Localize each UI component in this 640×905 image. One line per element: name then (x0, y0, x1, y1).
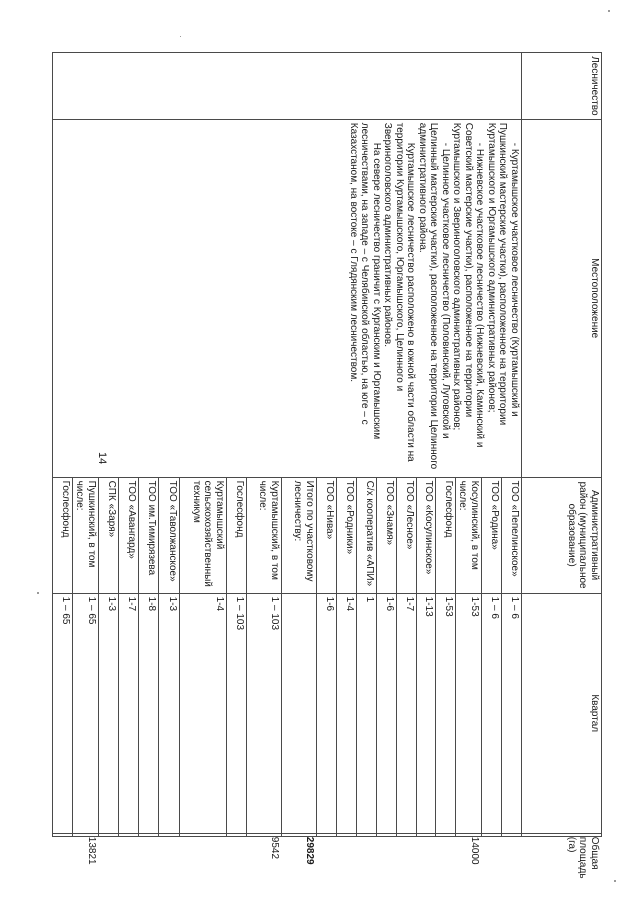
district-cell: ТОО «Нива» (317, 477, 337, 593)
district-cell: ТОО «Авангард» (119, 477, 139, 593)
quarter-cell: 1 – 6 (502, 593, 522, 833)
area-cell (417, 833, 436, 836)
forestry-cell (53, 53, 522, 120)
area-cell: 29829 (282, 833, 317, 836)
area-cell (180, 833, 227, 836)
area-cell (502, 833, 522, 836)
district-cell: СПК «Заря» (99, 477, 119, 593)
area-cell (397, 833, 417, 836)
area-cell (337, 833, 357, 836)
quarter-cell: 1 (357, 593, 377, 833)
district-cell: Гослесфонд (227, 477, 247, 593)
district-cell: ТОО «Родники» (337, 477, 357, 593)
header-quarter: Квартал (522, 593, 602, 833)
district-cell: Гослесфонд (436, 477, 456, 593)
location-paragraph: Куртамышское лесничество расположено в южной части области на территории Куртамышского, Юргамышского, Целинного и Звериноголовского административных районов. (382, 122, 417, 462)
district-cell: Пушкинский, в том числе: (73, 477, 99, 593)
quarter-cell: 1 – 65 (73, 593, 99, 833)
quarter-cell: 1 – 6 (482, 593, 502, 833)
district-cell: Куртамышский сельскохозяйственный техникум (180, 477, 227, 593)
location-paragraph: - Целинное участковое лесничество (Половинский, Луговской и Целинный мастерские участки), расположенное на территории Целинного административного района. (417, 122, 451, 470)
header-district: Административный район (муниципальное образование) (522, 477, 602, 593)
rotated-page-content (60, 52, 602, 879)
quarter-cell: 1-7 (397, 593, 417, 833)
area-cell (159, 833, 180, 836)
table-body (53, 53, 602, 879)
area-cell: 9542 (247, 833, 282, 836)
area-cell (317, 833, 337, 836)
quarter-cell: 1-53 (436, 593, 456, 833)
scan-speck (608, 10, 610, 12)
district-cell: ТОО «Лесное» (397, 477, 417, 593)
district-cell: ТОО «Родина» (482, 477, 502, 593)
district-cell: ТОО им.Тимирязева (139, 477, 159, 593)
district-cell: Итого по участковому лесничеству: (282, 477, 317, 593)
location-paragraph: На севере лесничество граничит с Курганским и Юргамышским лесничествами, на западе – с Челябинской областью, на юге – с Казахстаном, на востоке – с Глядянским лесничеством. (348, 122, 382, 440)
quarter-cell: 1-13 (417, 593, 436, 833)
page-number: 14 (96, 452, 108, 465)
area-cell (482, 833, 502, 836)
header-location: Местоположение (522, 119, 602, 477)
header-forestry: Лесничество (522, 53, 602, 120)
area-cell (436, 833, 456, 836)
quarter-cell: 1-8 (139, 593, 159, 833)
forestry-table (52, 52, 602, 879)
quarter-cell: 1-7 (119, 593, 139, 833)
location-cell (53, 119, 522, 477)
location-paragraph: - Куртамышское участковое лесничество (Куртамышский и Пушкинский мастерские участки), расположенное на территории Куртамышского и Юргамышского административных районов; (486, 122, 520, 426)
district-cell: Куртамышский, в том числе: (247, 477, 282, 593)
area-cell: 14000 (456, 833, 482, 836)
area-cell (377, 833, 397, 836)
quarter-cell: 1-4 (337, 593, 357, 833)
district-cell: ТОО «Знамя» (377, 477, 397, 593)
quarter-cell: 1-6 (317, 593, 337, 833)
header-area: Общая площадь (га) (522, 833, 602, 836)
scan-speck (614, 880, 616, 882)
location-paragraph: - Нижневское участковое лесничество (Нижневский, Каминский и Советский мастерские участки), расположенное на территории Куртамышского и Звериноголовского административных районов; (451, 122, 486, 448)
scan-speck (37, 592, 39, 594)
quarter-cell (282, 593, 317, 833)
scan-speck (180, 36, 181, 37)
area-cell (227, 833, 247, 836)
quarter-cell: 1-53 (456, 593, 482, 833)
quarter-cell: 1 – 65 (53, 593, 73, 833)
header-row (522, 53, 602, 837)
area-cell (53, 833, 73, 836)
area-cell (357, 833, 377, 836)
quarter-cell: 1 – 103 (227, 593, 247, 833)
area-cell: 13821 (73, 833, 99, 836)
district-cell: ТОО «Пепелинское» (502, 477, 522, 593)
table-row (502, 53, 522, 837)
area-cell (139, 833, 159, 836)
area-cell (119, 833, 139, 836)
district-cell: Гослесфонд (53, 477, 73, 593)
quarter-cell: 1-3 (99, 593, 119, 833)
district-cell: ТОО «Косулинское» (417, 477, 436, 593)
area-cell (99, 833, 119, 836)
district-cell: Косулинский, в том числе: (456, 477, 482, 593)
quarter-cell: 1-3 (159, 593, 180, 833)
quarter-cell: 1-6 (377, 593, 397, 833)
district-cell: С/х кооператив «АПИ» (357, 477, 377, 593)
quarter-cell: 1 – 103 (247, 593, 282, 833)
district-cell: ТОО «Таволжанское» (159, 477, 180, 593)
quarter-cell: 1-4 (180, 593, 227, 833)
